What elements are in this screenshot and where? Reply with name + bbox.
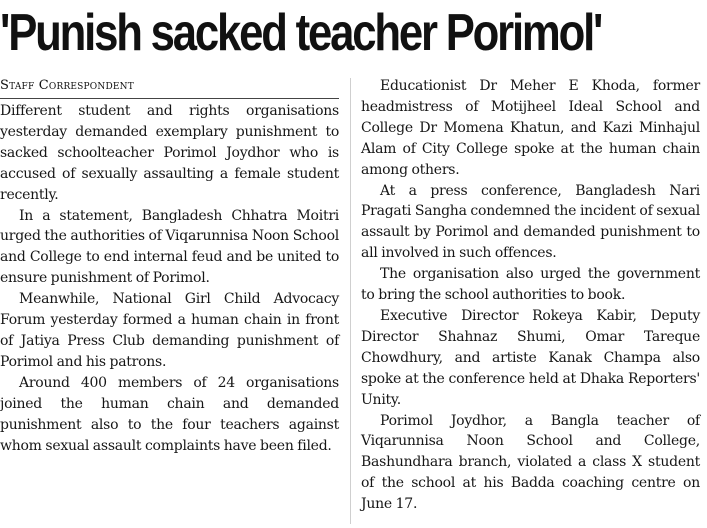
- article-paragraph: In a statement, Bangladesh Chhatra Moitri urged the authorities of Viqarunnisa Noon School and College to end internal feud and be united to ensure punishment of Porimol.: [0, 207, 339, 287]
- left-column: [0, 76, 339, 456]
- article-paragraph: Meanwhile, National Girl Child Advocacy Forum yesterday formed a human chain in front of Jatiya Press Club demanding punishment of Porimol and his patrons.: [0, 291, 339, 370]
- article-paragraph: Porimol Joydhor, a Bangla teacher of Viqarunnisa Noon School and College, Bashundhara branch, violated a class X student of the school at his Badda coaching centre on June 17.: [361, 412, 700, 513]
- headline: 'Punish sacked teacher Porimol': [0, 4, 602, 62]
- article-paragraph: At a press conference, Bangladesh Nari Pragati Sangha condemned the incident of sexual assault by Porimol and demanded punishment to all involved in such offences.: [361, 182, 700, 262]
- article-paragraph: Around 400 members of 24 organisations joined the human chain and demanded punishment also to the four teachers against whom sexual assault complaints have been filed.: [0, 374, 339, 454]
- article-paragraph: Educationist Dr Meher E Khoda, former headmistress of Motijheel Ideal School and College Dr Momena Khatun, and Kazi Minhajul Alam of City College spoke at the human chain among others.: [361, 78, 700, 178]
- article-paragraph: Different student and rights organisations yesterday demanded exemplary punishment to sacked schoolteacher Porimol Joydhor who is accused of sexually assaulting a female student recently.: [0, 103, 339, 203]
- right-column: [361, 76, 700, 515]
- byline-rule: [0, 98, 339, 99]
- byline: Staff Correspondent: [0, 78, 134, 93]
- article-paragraph: The organisation also urged the government to bring the school authorities to book.: [361, 266, 700, 304]
- column-divider: [350, 78, 351, 524]
- article-paragraph: Executive Director Rokeya Kabir, Deputy Director Shahnaz Shumi, Omar Tareque Chowdhury, and artiste Kanak Champa also spoke at the conference held at Dhaka Reporters' Unity.: [361, 307, 700, 408]
